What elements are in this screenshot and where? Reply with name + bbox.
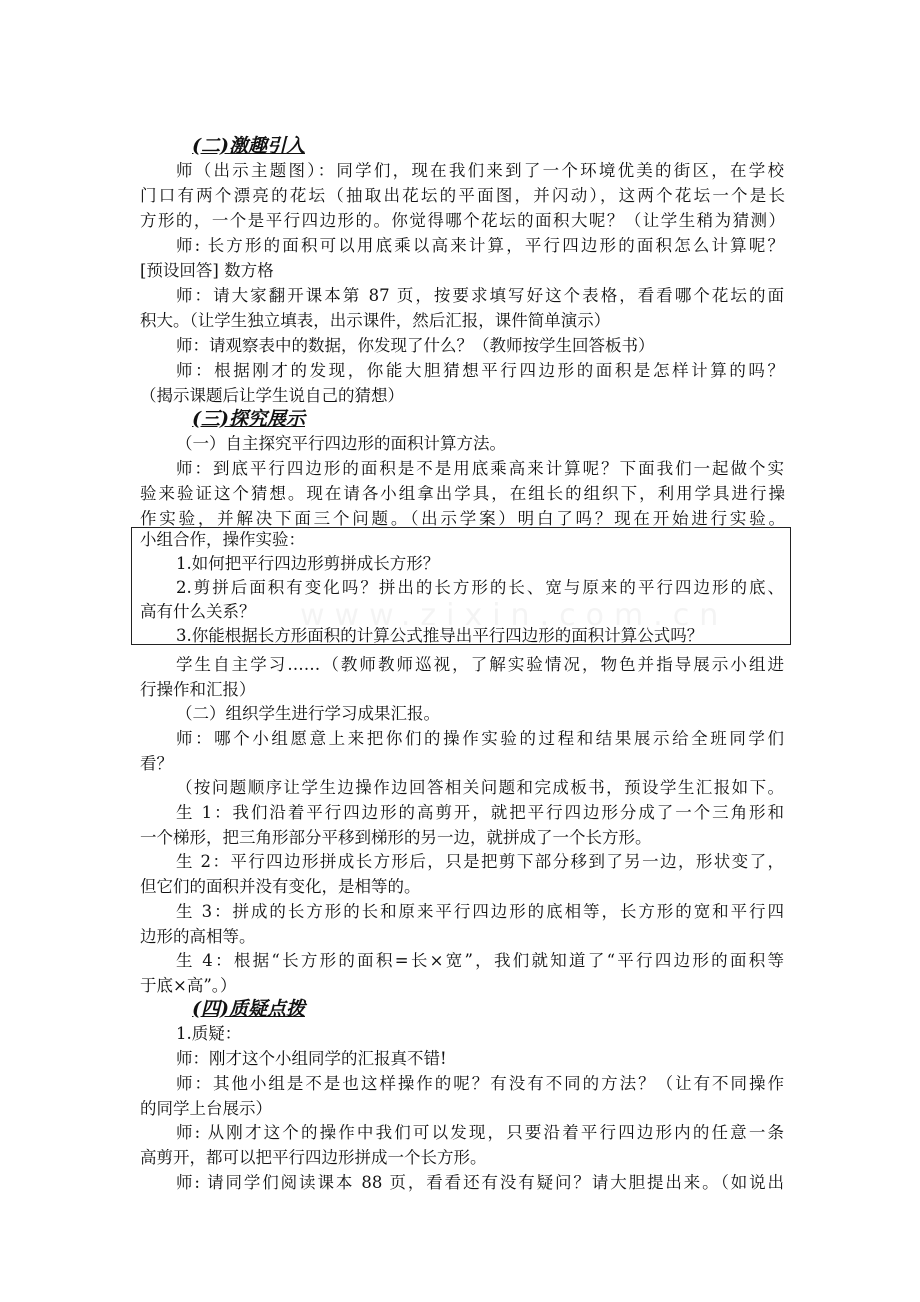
paragraph-line: 但它们的面积并没有变化，是相等的。 xyxy=(140,877,421,896)
paragraph-line: 生 3：拼成的长方形的长和原来平行四边形的底相等，长方形的宽和平行四 xyxy=(176,902,784,921)
paragraph-line: 的同学上台展示） xyxy=(140,1099,272,1118)
paragraph-line: 生 2：平行四边形拼成长方形后，只是把剪下部分移到了另一边，形状变了， xyxy=(176,852,784,871)
paragraph-line: 作实验，并解决下面三个问题。（出示学案）明白了吗？现在开始进行实验。 xyxy=(140,509,785,528)
paragraph-line: 高剪开，都可以把平行四边形拼成一个长方形。 xyxy=(140,1148,487,1167)
paragraph-line: 师：其他小组是不是也这样操作的呢？有没有不同的方法？（让有不同操作 xyxy=(176,1074,784,1093)
paragraph-line: 师：请观察表中的数据，你发现了什么？（教师按学生回答板书） xyxy=(176,336,655,355)
paragraph-line: 看？ xyxy=(140,754,173,773)
section-heading-2: (二)激趣引入 xyxy=(192,135,305,157)
task-item: 高有什么关系？ xyxy=(140,602,256,621)
paragraph-line: 师（出示主题图）：同学们，现在我们来到了一个环境优美的街区，在学校 xyxy=(176,161,784,180)
paragraph-line: 1.质疑： xyxy=(176,1024,242,1043)
paragraph-line: 师：到底平行四边形的面积是不是用底乘高来计算呢？下面我们一起做个实 xyxy=(176,459,784,478)
paragraph-line: 师：根据刚才的发现，你能大胆猜想平行四边形的面积是怎样计算的吗？ xyxy=(176,361,784,380)
paragraph-line: 生 1：我们沿着平行四边形的高剪开，就把平行四边形分成了一个三角形和 xyxy=(176,803,784,822)
paragraph-line: 师: 请同学们阅读课本 88 页，看看还有没有疑问？请大胆提出来。（如说出 xyxy=(176,1173,784,1192)
paragraph-line: 门口有两个漂亮的花坛（抽取出花坛的平面图，并闪动），这两个花坛一个是长 xyxy=(140,186,785,205)
task-item: 2.剪拼后面积有变化吗？拼出的长方形的长、宽与原来的平行四边形的底、 xyxy=(176,578,784,597)
section-heading-4: (四)质疑点拨 xyxy=(192,998,305,1020)
task-box-title: 小组合作，操作实验： xyxy=(140,530,305,549)
paragraph-line: （按问题顺序让学生边操作边回答相关问题和完成板书，预设学生汇报如下。 xyxy=(176,778,784,797)
paragraph-line: 于底×高”。） xyxy=(140,976,237,995)
paragraph-line: 师：哪个小组愿意上来把你们的操作实验的过程和结果展示给全班同学们 xyxy=(176,729,784,748)
paragraph-line: 一个梯形，把三角形部分平移到梯形的另一边，就拼成了一个长方形。 xyxy=(140,828,652,847)
task-item: 1.如何把平行四边形剪拼成长方形？ xyxy=(176,554,440,573)
paragraph-line: （一）自主探究平行四边形的面积计算方法。 xyxy=(176,434,506,453)
task-item: 3.你能根据长方形面积的计算公式推导出平行四边形的面积计算公式吗？ xyxy=(176,626,704,645)
paragraph-line: 边形的高相等。 xyxy=(140,927,256,946)
paragraph-line: （二）组织学生进行学习成果汇报。 xyxy=(176,704,440,723)
section-heading-3: (三)探究展示 xyxy=(192,408,305,430)
paragraph-line: 师：请大家翻开课本第 87 页，按要求填写好这个表格，看看哪个花坛的面 xyxy=(176,286,784,305)
paragraph-line: 方形的，一个是平行四边形的。你觉得哪个花坛的面积大呢？（让学生稍为猜测） xyxy=(140,211,785,230)
paragraph-line: 行操作和汇报） xyxy=(140,680,256,699)
paragraph-line: 师：刚才这个小组同学的汇报真不错! xyxy=(176,1049,447,1068)
paragraph-line: [预设回答] 数方格 xyxy=(140,261,274,280)
paragraph-line: 师: 长方形的面积可以用底乘以高来计算，平行四边形的面积怎么计算呢？ xyxy=(176,236,784,255)
paragraph-line: 生 4：根据“长方形的面积=长×宽”，我们就知道了“平行四边形的面积等 xyxy=(176,951,784,970)
paragraph-line: 验来验证这个猜想。现在请各小组拿出学具，在组长的组织下，利用学具进行操 xyxy=(140,484,785,503)
paragraph-line: 学生自主学习……（教师教师巡视，了解实验情况，物色并指导展示小组进 xyxy=(176,655,784,674)
paragraph-line: （揭示课题后让学生说自己的猜想） xyxy=(140,386,404,405)
watermark: www.zixin.com.cn xyxy=(300,598,729,633)
paragraph-line: 师: 从刚才这个的操作中我们可以发现，只要沿着平行四边形内的任意一条 xyxy=(176,1123,784,1142)
paragraph-line: 积大。（让学生独立填表，出示课件，然后汇报，课件简单演示） xyxy=(140,311,611,330)
